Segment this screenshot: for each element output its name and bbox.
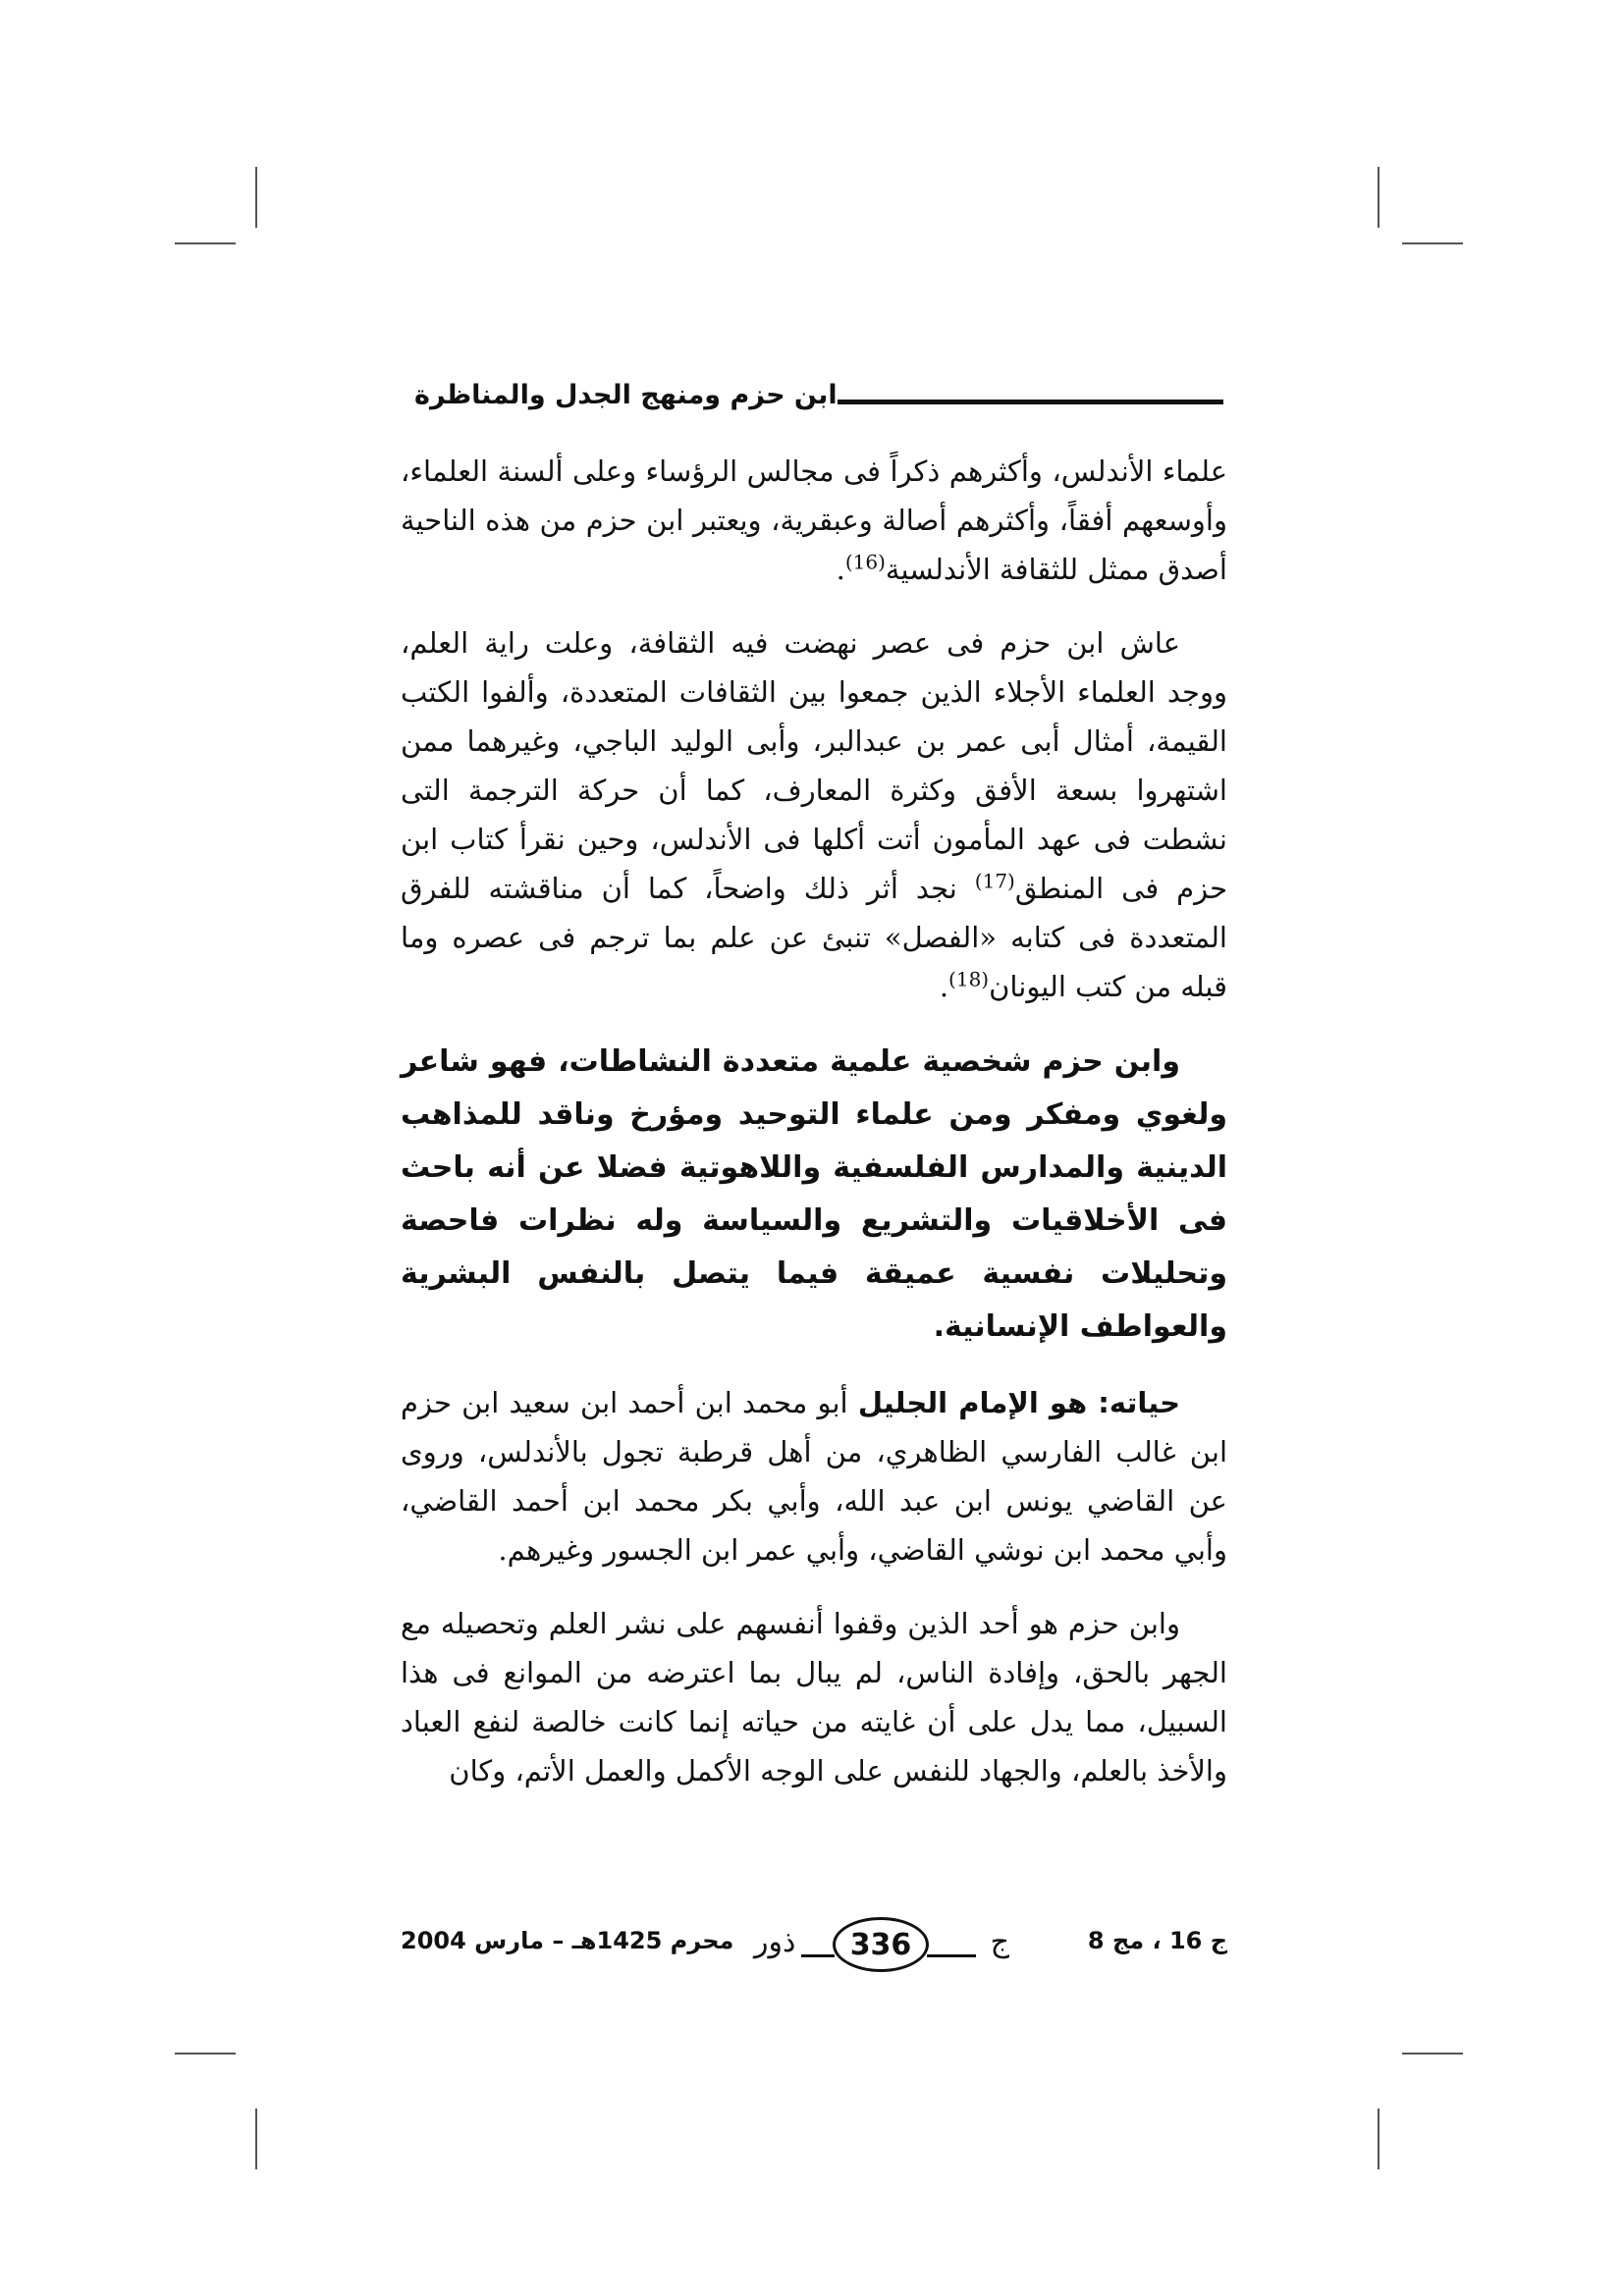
issue-number: ج 16 ، مج 8 <box>1087 1927 1227 1954</box>
logo-line <box>801 1954 835 1957</box>
paragraph: وابن حزم هو أحد الذين وقفوا أنفسهم على نشر العلم وتحصيله مع الجهر بالحق، وإفادة الناس، لم يبال بما اعترضه من الموانع فى هذا السبيل، مما يدل على أن غايته من حياته إنما كانت خالصة لنفع العباد والأخذ بالعلم، والجهاد للنفس على الوجه الأكمل والعمل الأتم، وكان <box>401 1607 1227 1788</box>
running-header <box>401 365 1223 424</box>
crop-mark <box>255 167 257 228</box>
paragraph-biography: حياته: هو الإمام الجليل أبو محمد ابن أحمد ابن سعيد ابن حزم ابن غالب الفارسي الظاهري، من أهل قرطبة تجول بالأندلس، وروى عن القاضي يونس ابن عبد الله، وأبي بكر محمد ابن أحمد القاضي، وأبي محمد ابن نوشي القاضي، وأبي عمر ابن الجسور وغيرهم. <box>401 1386 1227 1567</box>
crop-mark <box>175 2053 236 2055</box>
journal-logo <box>754 1913 1009 1972</box>
running-header-title: ابن حزم ومنهج الجدل والمناظرة <box>414 379 838 410</box>
paragraph: علماء الأندلس، وأكثرهم ذكراً فى مجالس الرؤساء وعلى ألسنة العلماء، وأوسعهم أفقاً، وأكثرهم أصالة وعبقرية، ويعتبر ابن حزم من هذه الناحية أصدق ممثل للثقافة الأندلسية$^{(16)}$. <box>401 454 1227 586</box>
logo-text-right: ج <box>990 1925 1009 1959</box>
logo-text-left: ذور <box>754 1925 796 1959</box>
paragraph: عاش ابن حزم فى عصر نهضت فيه الثقافة، وعلت راية العلم، ووجد العلماء الأجلاء الذين جمعوا بين الثقافات المتعددة، وألفوا الكتب القيمة، أمثال أبى عمر بن عبدالبر، وأبى الوليد الباجي، وغيرهما ممن اشتهروا بسعة الأفق وكثرة المعارف، كما أن حركة الترجمة التى نشطت فى عهد المأمون أتت أكلها فى الأندلس، وحين نقرأ كتاب ابن حزم فى المنطق$^{(17)}$ نجد أثر ذلك واضحاً، كما أن مناقشته للفرق المتعددة فى كتابه «الفصل» تنبئ عن علم بما ترجم فى عصره وما قبله من كتب اليونان$^{(18)}$. <box>401 626 1227 1003</box>
logo-line <box>927 1954 976 1957</box>
paragraph-bold: وابن حزم شخصية علمية متعددة النشاطات، فهو شاعر ولغوي ومفكر ومن علماء التوحيد ومؤرخ وناقد للمذاهب الدينية والمدارس الفلسفية واللاهوتية فضلا عن أنه باحث فى الأخلاقيات والتشريع والسياسة وله نظرات فاحصة وتحليلات نفسية عميقة فيما يتصل بالنفس البشرية والعواطف الإنسانية. <box>401 1044 1227 1344</box>
issue-date: محرم 1425هـ – مارس 2004 <box>401 1927 734 1954</box>
biography-lead: حياته: هو الإمام الجليل <box>857 1386 1181 1419</box>
header-rule <box>838 400 1223 404</box>
crop-mark <box>1402 242 1463 244</box>
crop-mark <box>255 2109 257 2169</box>
page-footer <box>401 1909 1227 1978</box>
crop-mark <box>1402 2053 1463 2055</box>
footnote-ref: (18) <box>948 967 990 991</box>
crop-mark <box>175 242 236 244</box>
article-body <box>401 447 1227 1820</box>
crop-mark <box>1378 2109 1380 2169</box>
page-number: 336 <box>833 1917 929 1972</box>
crop-mark <box>1378 167 1380 228</box>
footnote-ref: (16) <box>844 550 886 574</box>
footnote-ref: (17) <box>974 869 1015 893</box>
